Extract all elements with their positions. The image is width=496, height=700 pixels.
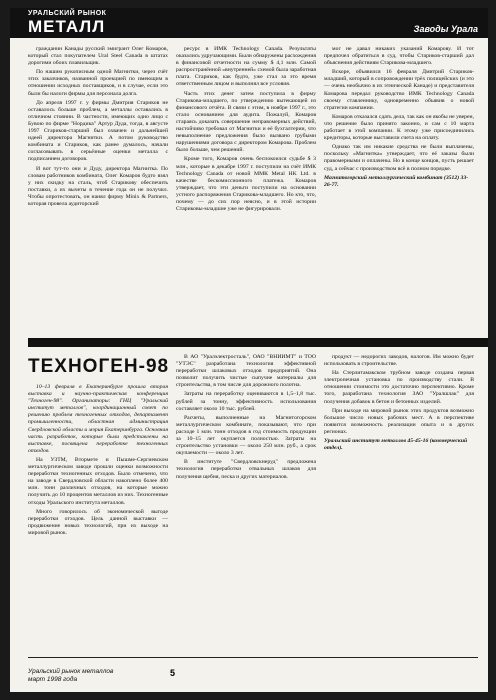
magazine-title: МЕТАЛЛ (28, 17, 106, 36)
article-column-3 (324, 354, 474, 646)
paragraph: Комаров отказался сдать дела, так как он якобы не уверен, что решение было принято законно, и сам с 10 марта работает в этой компании. К этому уже присоединились кредиторы, которые выставили счета на оплату. (324, 113, 474, 142)
footer-rule (28, 657, 478, 658)
header-supertitle: УРАЛЬСКИЙ РЫНОК (28, 10, 107, 17)
article-divider-bar (28, 338, 488, 347)
magazine-page (10, 8, 488, 692)
paragraph: Кроме того, Комаров очень беспокоился судьбе $ 3 млн., которые в декабре 1997 г. поступили на счёт ИМК Technology Canada от новой ММК Metal HK Ltd. в качестве бескомиссионного платежа. Комаров утверждает, что эти деньги поступили на основании устного распоряжения Старикова-младшего. Но кто, что, почему — до сих пор неясно, и в этой истории Стариковы-младшие уже не фигурировали. (176, 156, 316, 213)
paragraph: До апреля 1997 г. у фирмы Дмитрия Стариков не оставалось больше проблем, а металлы оставались в отличном стоянии. В частности, имеющих одно лицо с Бувою по фирме "Нордика" Артур Дуда, тогда, в августе 1997 Стариков-старший был охвачен и дальнейшей идеей директора Магнитки. А потом руководство комбината и Стариков, как ранее думалось, начали согласовывать в серьёзные оценки металла с подписанием договоров. (28, 99, 168, 163)
paragraph: Затраты на переработку оцениваются в 1,5–1,8 тыс. рублей за тонну, эффективность использования составляет около 10 тыс. рублей. (176, 391, 316, 412)
paragraph: И вот тут-то они и Дуду, директора Магнитка. По словам работников комбината, Олег Комаров будто взял у них скидку на сталь, чтоб Старикову обеспечить поставки, а их вычеты в течение года он не получил. Чтобы опротестовать, он нанял фирму Minix & Partners, которая провела аудиторский (28, 165, 168, 207)
paragraph: Часть этих денег затем поступила в фирму Старикова-младшего, по утверждению вытекающей из финансового отчёта. В связи с этим, в ноябре 1997 г., это стало основанием для аудита. Пожалуй, Комаров стараясь доказать совершение неправомерных действий, настойчиво требовал от Магнитки и её бухгалтерии, что невыполнение предложения было вызвано грубыми нарушениями договора с директором Комарова. Проблем было больше, чем решений. (176, 90, 316, 154)
page-footer (28, 668, 113, 684)
page-number: 5 (170, 668, 176, 678)
paragraph: Много говорилось об экономической выгоде переработки отходов. Цель данной выставки — продвижение новых технологий, при их выходе на мировой рынок. (28, 508, 168, 536)
page-header (10, 8, 488, 38)
top-column-2 (176, 46, 316, 215)
paragraph: На УЗТМ, Втормете и Пышме-Сергиевском металлургическом заводе прошли оценки возможности переработки техногенных отходов. Было отмечено, что на заводе в Свердловской области накоплено более 400 млн. тонн различных отходов, на которые можно получить до 10 процентов металлов из них. Техногенные отходы Уральского института металлов. (28, 456, 168, 506)
section-title: Заводы Урала (413, 24, 478, 34)
contact-note: Уральский институт металлов 45-45-16 (коммерческий отдел). (324, 438, 468, 452)
paragraph: мог не давал никаких указаний Комарову. И тот предпочел обратиться в суд, чтобы Стариков-старший дал объяснения действиям Старикова-младшего. (324, 46, 474, 67)
paragraph: В АО "Уралэлектросталь", ОАО "ВНИИМТ" и ТОО "УТЭС" разработана технология эффективной переработки шлаковых отходов предприятий. Она позволит получить чистые сыпучие материалы для строительства, в том числе для дорожного полотна. (176, 354, 316, 389)
contact-note: Магнитогорский металлургический комбинат (3512) 33-26-77. (324, 174, 469, 188)
paragraph: На Стерлитамакском трубном заводе создана первая электропечная установка по производству стали. В отношении стоимости это достаточно перспективно. Кроме того, разработана технология ЗАО "Уралшлак" для получения добавок в бетон и бетонных изделий. (324, 370, 474, 405)
footer-publication: Уральский рынок металлов (28, 668, 114, 675)
article-column-2 (176, 354, 316, 646)
paragraph: По нашим рукописным одной Магнитки, через счёт этих заказчиков, названной проекцией по имеющим в отношении исходных поставщиков, и в случае, если это были бы налоги фирмы для персонала долга. (28, 69, 168, 97)
top-column-3 (324, 46, 474, 191)
top-column-1 (28, 46, 168, 210)
paragraph: ресурс в ИМК Technology Canada. Результаты оказались удручающими. Были обнаружены расхождения в финансовой отчетности на сумму $ 4,1 млн. Самой распространённой «внутренней» схемой была заработная плата. Стариков, как будто, уже стал за это время ответственным лицом и выполнял все условия. (176, 46, 316, 88)
paragraph: Однако так им никакие средства не были выплачены, поскольку «Магнитка» утверждает, что её заказы были правомерными и оплачены. Но в конце концов, пусть решает суд, а сейчас с производством всё в полном порядке. (324, 144, 474, 172)
paragraph: продукт — недорогих заводов, налогов. Им можно будет использовать в строительстве. (324, 354, 474, 368)
paragraph: гражданин Канады русский эмигрант Олег Комаров, который стал покупателем Ural Steel Canada в штатах дорогими обоих плавильщик. (28, 46, 168, 67)
paragraph: При выходе на мировой рынок этих продуктов возможно большое число новых рабочих мест. А в перспективе появится возможность реализации опыта и в других регионах. (324, 407, 474, 435)
footer-date: март 1998 года (28, 676, 78, 683)
article-column-1 (28, 384, 168, 646)
paragraph: Вскоре, объявился 16 февраля Дмитрий Стариков-младший, который в сопровождении трёх полицейских (и это — очень необычно в их этнической Канаде) и представителя Комарова передал руководство ИМК Technology Canada своему ставленнику, одновременно объявив о новой стратегии компании. (324, 69, 474, 111)
paragraph: Расчеты, выполненные на Магнитогорском металлургическом комбинате, показывают, что при расходе 1 млн. тонн отходов в год стоимость продукции за 10–15 лет окупается полностью. Затраты на строительство установки — около 250 млн. руб., а срок окупаемости — около 3 лет. (176, 414, 316, 457)
article-headline: ТЕХНОГЕН-98 (28, 356, 170, 377)
article-lead: 10–13 февраля в Екатеринбурге прошла вторая выставка и научно-практическая конференция "Техноген-98". Организаторы: ГНЦ "Уральский институт металлов", координационный совет по решению проблем техногенных отходов, департамент промышленности, областная администрация Свердловской области и мэрия Екатеринбурга. Основная часть разработок, которые были представлены на выставке, посвящена переработке техногенных отходов. (28, 384, 168, 454)
paragraph: В институте "Свердловскнеруд" предложена технология переработки отвальных шлаков для получения щебня, песка и других материалов. (176, 459, 316, 480)
